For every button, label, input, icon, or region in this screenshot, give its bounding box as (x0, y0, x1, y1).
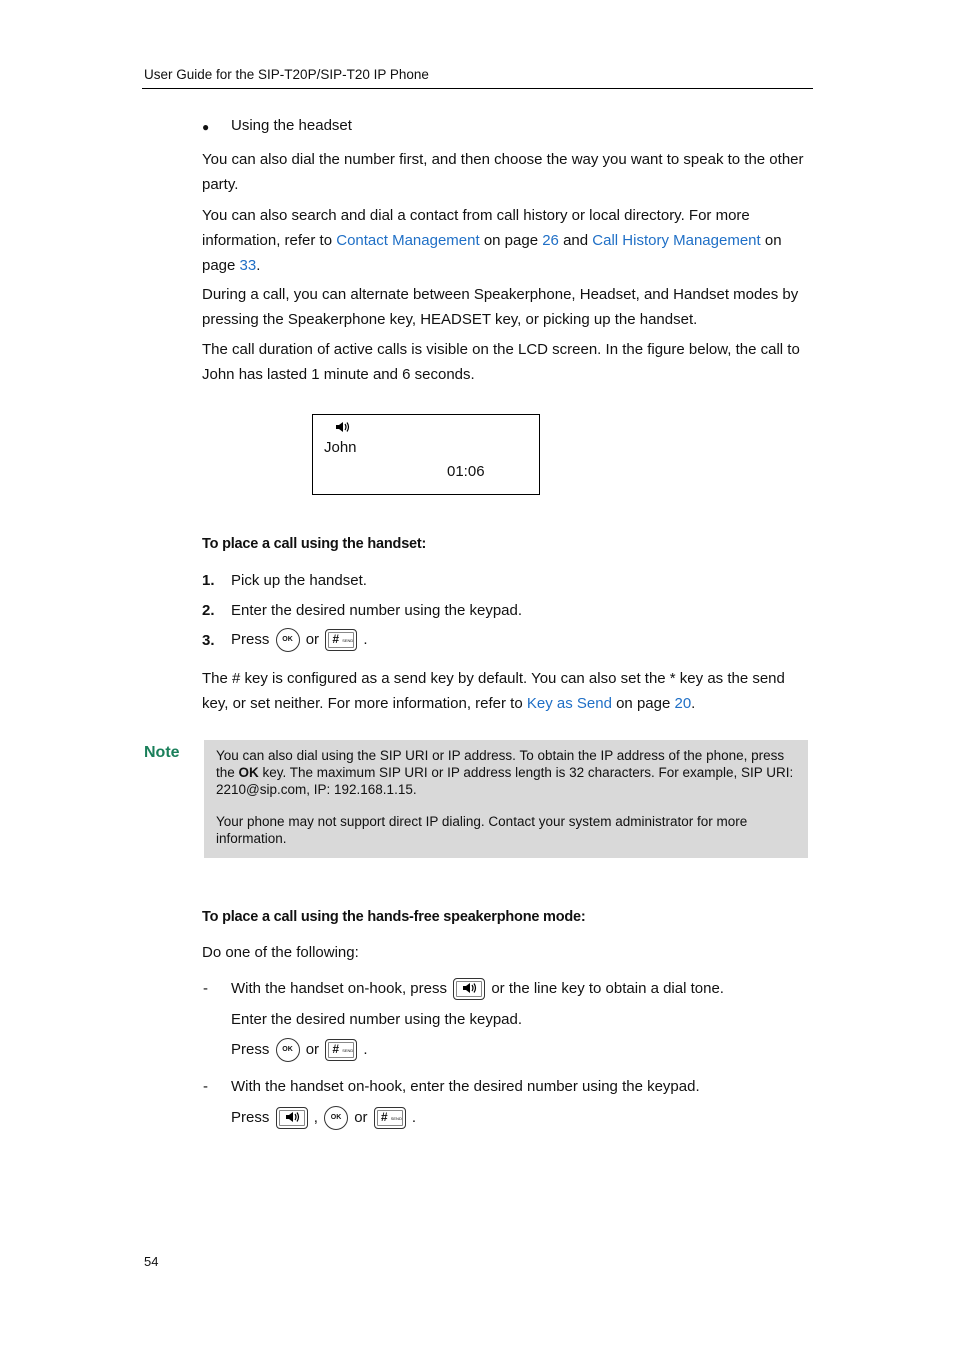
text: Press (231, 1040, 270, 1058)
send-label: SEND (390, 1116, 402, 1121)
paragraph-dial-first: You can also dial the number first, and then choose the way you want to speak to the other party. (202, 151, 804, 193)
send-key-icon (325, 1039, 357, 1061)
heading-speakerphone: To place a call using the hands-free speakerphone mode: (202, 909, 586, 925)
link-page-20[interactable]: 20 (674, 695, 692, 712)
ok-key-icon: OK (276, 628, 300, 652)
lcd-screen (312, 414, 540, 495)
step-number: 2. (202, 602, 215, 619)
lcd-contact-name: John (324, 439, 357, 456)
step-number: 1. (202, 572, 215, 589)
text: on page (202, 232, 782, 274)
link-page-33[interactable]: 33 (239, 257, 257, 274)
text: You can also search and dial a contact from call history or local directory. For more information, refer to (202, 207, 750, 249)
step-text: Enter the desired number using the keypad. (231, 602, 523, 619)
heading-handset: To place a call using the handset: (202, 536, 427, 552)
text: or the line key to obtain a dial tone. (491, 979, 724, 997)
note-paragraph (216, 747, 800, 798)
text: . (256, 257, 261, 274)
paragraph-send-key (202, 666, 814, 716)
option-2-line-1: With the handset on-hook, enter the desired number using the keypad. (231, 1078, 700, 1095)
option-1-line-2: Enter the desired number using the keypad. (231, 1011, 523, 1028)
ok-key-text: OK (238, 765, 259, 780)
link-contact-management[interactable]: Contact Management (336, 232, 480, 249)
speaker-key-icon (276, 1107, 308, 1129)
note-label: Note (144, 744, 180, 761)
text: on page (479, 232, 543, 249)
option-1-press-line (231, 1038, 368, 1062)
option-1-line-1 (231, 978, 724, 1000)
paragraph-call-duration: The call duration of active calls is visible on the LCD screen. In the figure below, the call to John has lasted 1 minute and 6 seconds. (202, 341, 800, 383)
paragraph-search-dial (202, 203, 814, 278)
speaker-icon (335, 420, 351, 437)
note-paragraph: Your phone may not support direct IP dialing. Contact your system administrator for more information. (216, 814, 748, 846)
text: The # key is configured as a send key by default. You can also set the * key as the send key, or set neither. For more information, refer to (202, 670, 785, 712)
send-key-icon (325, 629, 357, 651)
paragraph-alternate-modes: During a call, you can alternate between Speakerphone, Headset, and Handset modes by pressing the Speakerphone key, HEADSET key, or picking up the handset. (202, 286, 799, 328)
comma: , (313, 1108, 318, 1126)
hash-glyph: # (380, 1110, 388, 1124)
period: . (363, 1040, 368, 1058)
text: key. The maximum SIP URI or IP address length is 32 characters. For example, SIP URI: 2210@sip.com, IP: 192.168.1.15. (216, 765, 794, 797)
page-number: 54 (144, 1254, 159, 1269)
step-press-line (231, 628, 368, 652)
link-key-as-send[interactable]: Key as Send (526, 695, 612, 712)
hash-glyph: # (332, 1042, 339, 1056)
send-label: SEND (342, 638, 354, 643)
header-rule (142, 88, 813, 89)
text: on page (611, 695, 675, 712)
link-call-history-management[interactable]: Call History Management (592, 232, 761, 249)
period: . (411, 1108, 417, 1126)
dash-marker: - (203, 1078, 208, 1095)
or-text: or (305, 1040, 320, 1058)
option-2-press-line (231, 1106, 416, 1130)
period: . (363, 630, 368, 648)
text: . (691, 695, 696, 712)
bullet-dot: ● (202, 120, 210, 134)
lcd-call-timer: 01:06 (447, 463, 485, 480)
step-text: Pick up the handset. (231, 572, 367, 589)
running-header: User Guide for the SIP-T20P/SIP-T20 IP Phone (144, 67, 429, 82)
text: Press (231, 1108, 270, 1126)
hash-glyph: # (332, 632, 339, 646)
step-number: 3. (202, 632, 215, 649)
link-page-26[interactable]: 26 (542, 232, 559, 249)
intro-text: Do one of the following: (202, 944, 359, 961)
ok-key-icon: OK (276, 1038, 300, 1062)
send-key-icon (374, 1107, 406, 1129)
note-box (204, 740, 808, 858)
bullet-text: Using the headset (231, 117, 352, 134)
step-text: Press (231, 630, 270, 648)
speaker-key-icon (453, 978, 485, 1000)
or-text: or (305, 630, 320, 648)
or-text: or (354, 1108, 368, 1126)
send-label: SEND (342, 1048, 354, 1053)
dash-marker: - (203, 980, 208, 997)
text: You can also dial using the SIP URI or IP address. To obtain the IP address of the phone, press the (216, 748, 785, 780)
text: With the handset on-hook, press (231, 979, 447, 997)
text: and (558, 232, 593, 249)
ok-key-icon: OK (324, 1106, 348, 1130)
